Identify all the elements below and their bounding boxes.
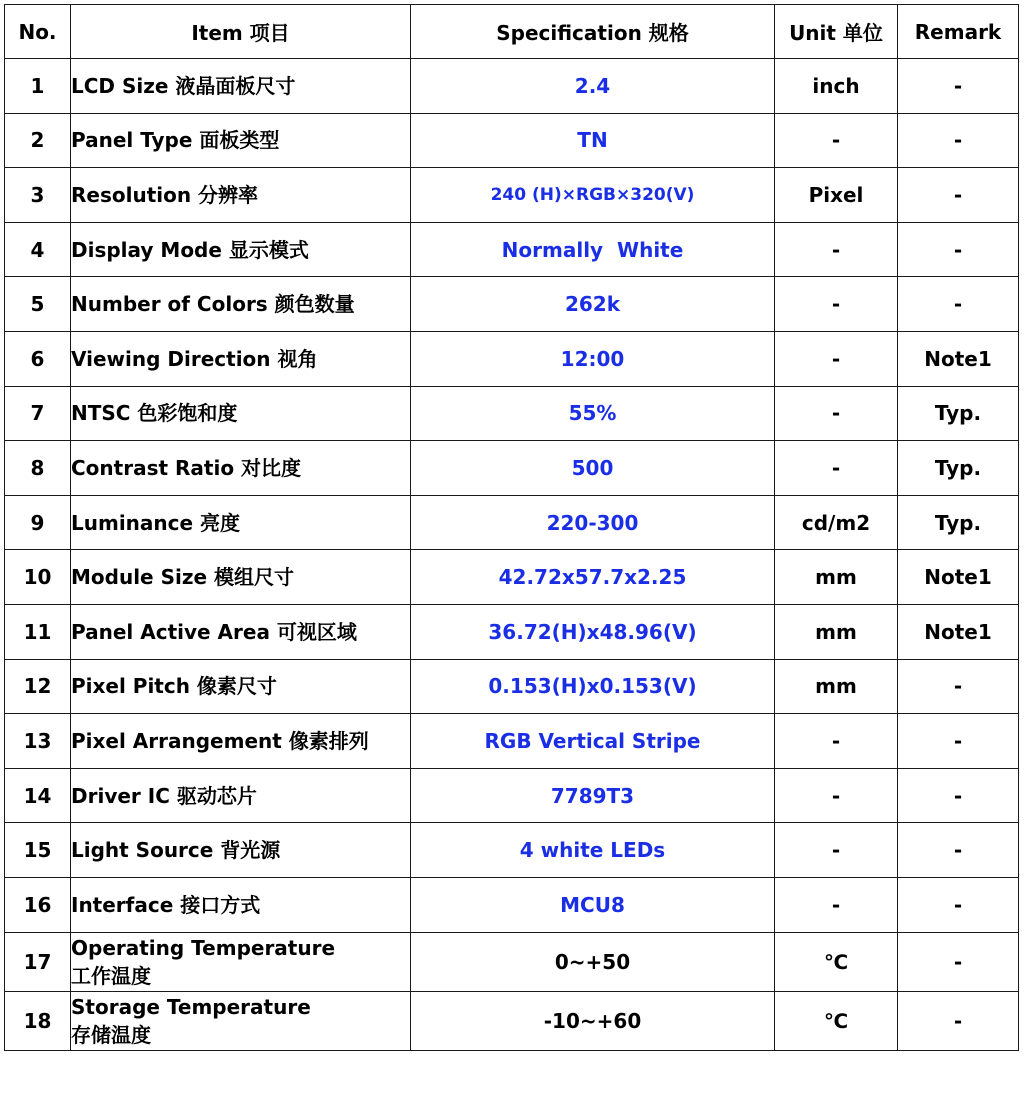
header-item: Item 项目 (71, 5, 411, 59)
item-name: Display Mode 显示模式 (71, 222, 411, 277)
row-number: 7 (5, 386, 71, 441)
page-top-edge (0, 0, 1024, 2)
item-name: NTSC 色彩饱和度 (71, 386, 411, 441)
table-row (5, 386, 1019, 441)
spec-value: 500 (411, 441, 775, 496)
item-name: Pixel Pitch 像素尺寸 (71, 659, 411, 714)
remark-value: - (898, 59, 1019, 114)
item-name: Panel Active Area 可视区域 (71, 604, 411, 659)
spec-value: 12:00 (411, 331, 775, 386)
unit-value: - (775, 277, 898, 332)
header-unit: Unit 单位 (775, 5, 898, 59)
item-name: Module Size 模组尺寸 (71, 550, 411, 605)
table-row (5, 768, 1019, 823)
specification-table (4, 4, 1019, 1051)
remark-value: Typ. (898, 441, 1019, 496)
remark-value: Typ. (898, 495, 1019, 550)
unit-value: - (775, 877, 898, 932)
table-row (5, 714, 1019, 769)
table-row (5, 331, 1019, 386)
spec-value: RGB Vertical Stripe (411, 714, 775, 769)
table-row (5, 991, 1019, 1050)
table-row (5, 59, 1019, 114)
item-name: LCD Size 液晶面板尺寸 (71, 59, 411, 114)
row-number: 3 (5, 168, 71, 223)
spec-value: 4 white LEDs (411, 823, 775, 878)
spec-value: -10~+60 (411, 991, 775, 1050)
remark-value: - (898, 168, 1019, 223)
row-number: 15 (5, 823, 71, 878)
row-number: 16 (5, 877, 71, 932)
table-row (5, 823, 1019, 878)
unit-value: - (775, 714, 898, 769)
row-number: 4 (5, 222, 71, 277)
spec-value: 7789T3 (411, 768, 775, 823)
remark-value: Note1 (898, 550, 1019, 605)
table-row (5, 932, 1019, 991)
remark-value: - (898, 113, 1019, 168)
spec-value: 262k (411, 277, 775, 332)
row-number: 2 (5, 113, 71, 168)
remark-value: Typ. (898, 386, 1019, 441)
unit-value: - (775, 386, 898, 441)
item-name: Number of Colors 颜色数量 (71, 277, 411, 332)
item-name: Light Source 背光源 (71, 823, 411, 878)
unit-value: inch (775, 59, 898, 114)
unit-value: Pixel (775, 168, 898, 223)
spec-value: 55% (411, 386, 775, 441)
unit-value: cd/m2 (775, 495, 898, 550)
unit-value: mm (775, 550, 898, 605)
remark-value: - (898, 877, 1019, 932)
spec-value: 0~+50 (411, 932, 775, 991)
item-name: Pixel Arrangement 像素排列 (71, 714, 411, 769)
spec-value: Normally White (411, 222, 775, 277)
table-row (5, 222, 1019, 277)
spec-value: 36.72(H)x48.96(V) (411, 604, 775, 659)
remark-value: - (898, 823, 1019, 878)
remark-value: - (898, 659, 1019, 714)
remark-value: - (898, 768, 1019, 823)
header-specification: Specification 规格 (411, 5, 775, 59)
remark-value: - (898, 991, 1019, 1050)
unit-value: - (775, 768, 898, 823)
table-row (5, 604, 1019, 659)
spec-value: TN (411, 113, 775, 168)
remark-value: - (898, 222, 1019, 277)
unit-value: ℃ (775, 932, 898, 991)
unit-value: - (775, 113, 898, 168)
table-row (5, 877, 1019, 932)
table-row (5, 550, 1019, 605)
row-number: 17 (5, 932, 71, 991)
item-name: Driver IC 驱动芯片 (71, 768, 411, 823)
row-number: 5 (5, 277, 71, 332)
item-name: Panel Type 面板类型 (71, 113, 411, 168)
unit-value: - (775, 441, 898, 496)
table-row (5, 659, 1019, 714)
spec-value: 42.72x57.7x2.25 (411, 550, 775, 605)
table-row (5, 441, 1019, 496)
item-name: Resolution 分辨率 (71, 168, 411, 223)
row-number: 6 (5, 331, 71, 386)
remark-value: - (898, 714, 1019, 769)
item-name-line1: Operating Temperature (71, 935, 336, 960)
remark-value: Note1 (898, 604, 1019, 659)
row-number: 14 (5, 768, 71, 823)
item-name: Contrast Ratio 对比度 (71, 441, 411, 496)
row-number: 10 (5, 550, 71, 605)
unit-value: - (775, 823, 898, 878)
item-name (71, 932, 411, 991)
spec-value: 240 (H)×RGB×320(V) (411, 168, 775, 223)
header-row (5, 5, 1019, 59)
spec-value: 2.4 (411, 59, 775, 114)
table-row (5, 495, 1019, 550)
unit-value: - (775, 222, 898, 277)
item-name-line2: 工作温度 (71, 963, 151, 988)
table-row (5, 277, 1019, 332)
table-row (5, 168, 1019, 223)
row-number: 13 (5, 714, 71, 769)
remark-value: - (898, 932, 1019, 991)
item-name: Interface 接口方式 (71, 877, 411, 932)
row-number: 11 (5, 604, 71, 659)
item-name: Luminance 亮度 (71, 495, 411, 550)
item-name (71, 991, 411, 1050)
table-row (5, 113, 1019, 168)
remark-value: Note1 (898, 331, 1019, 386)
unit-value: mm (775, 659, 898, 714)
row-number: 18 (5, 991, 71, 1050)
header-remark: Remark (898, 5, 1019, 59)
remark-value: - (898, 277, 1019, 332)
row-number: 9 (5, 495, 71, 550)
item-name-line1: Storage Temperature (71, 994, 311, 1019)
row-number: 8 (5, 441, 71, 496)
spec-value: 220-300 (411, 495, 775, 550)
item-name-line2: 存储温度 (71, 1022, 151, 1047)
unit-value: ℃ (775, 991, 898, 1050)
item-name: Viewing Direction 视角 (71, 331, 411, 386)
row-number: 12 (5, 659, 71, 714)
spec-value: MCU8 (411, 877, 775, 932)
unit-value: mm (775, 604, 898, 659)
spec-value: 0.153(H)x0.153(V) (411, 659, 775, 714)
row-number: 1 (5, 59, 71, 114)
header-no: No. (5, 5, 71, 59)
unit-value: - (775, 331, 898, 386)
